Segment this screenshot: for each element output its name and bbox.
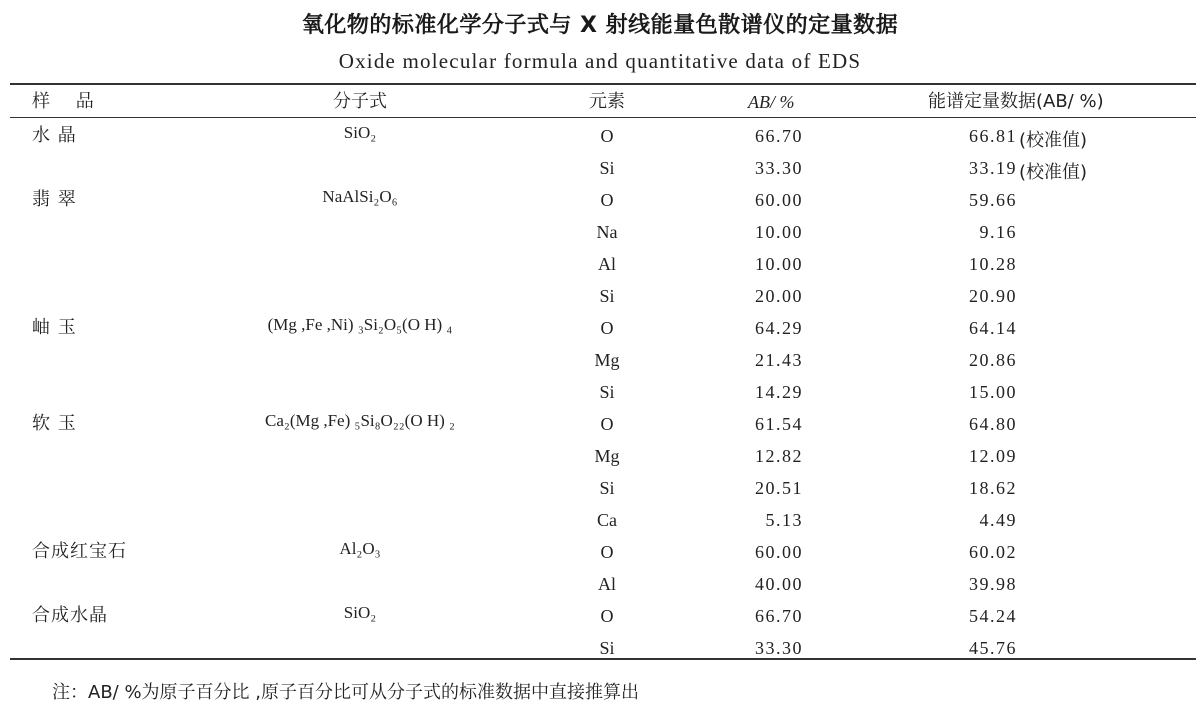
element-cell: O [600, 126, 614, 146]
atomic-percent-cell: 10.00 [755, 222, 803, 242]
molecular-formula: SiO₂ [343, 603, 377, 622]
sample-name: 翡 翠 [32, 189, 77, 210]
element-cell: Mg [594, 446, 620, 466]
atomic-percent-cell: 60.00 [755, 190, 803, 210]
element-cell: O [600, 542, 614, 562]
element-cell: Ca [597, 510, 617, 530]
eds-value-cell: 45.76 [969, 638, 1017, 658]
molecular-formula: SiO₂ [343, 123, 377, 142]
atomic-percent-cell: 10.00 [755, 254, 803, 274]
eds-value-cell: 20.86 [969, 350, 1017, 370]
eds-value-cell: 15.00 [969, 382, 1017, 402]
element-cell: Si [599, 638, 615, 658]
molecular-formula: NaAlSi₂O₆ [322, 187, 398, 206]
sample-name: 合成水晶 [32, 605, 108, 626]
atomic-percent-cell: 66.70 [755, 126, 803, 146]
eds-value-cell: 18.62 [969, 478, 1017, 498]
atomic-percent-cell: 66.70 [755, 606, 803, 626]
header-rule [10, 117, 1196, 118]
element-cell: Si [599, 382, 615, 402]
atomic-percent-cell: 12.82 [755, 446, 803, 466]
atomic-percent-cell: 40.00 [755, 574, 803, 594]
eds-value-cell: 10.28 [969, 254, 1017, 274]
eds-value-cell: 54.24 [969, 606, 1017, 626]
element-cell: Al [598, 254, 616, 274]
element-cell: O [600, 414, 614, 434]
sample-name: 水 晶 [32, 125, 77, 146]
eds-value-cell: 20.90 [969, 286, 1017, 306]
atomic-percent-cell: 64.29 [755, 318, 803, 338]
atomic-percent-cell: 21.43 [755, 350, 803, 370]
atomic-percent-cell: 33.30 [755, 638, 803, 658]
eds-value-cell: 39.98 [969, 574, 1017, 594]
molecular-formula: Al₂O₃ [339, 539, 381, 558]
element-cell: Mg [594, 350, 620, 370]
top-rule [10, 83, 1196, 85]
eds-value-cell: 9.16 [979, 222, 1017, 242]
eds-calibration-note: (校准值) [1019, 130, 1088, 151]
molecular-formula: Ca₂(Mg ,Fe) ₅Si₈O₂₂(O H) ₂ [265, 411, 455, 430]
atomic-percent-cell: 20.51 [755, 478, 803, 498]
eds-value-cell: 59.66 [969, 190, 1017, 210]
header-formula: 分子式 [333, 91, 387, 112]
atomic-percent-cell: 60.00 [755, 542, 803, 562]
eds-value-cell: 66.81 [969, 126, 1017, 146]
sample-name: 合成红宝石 [32, 541, 127, 562]
atomic-percent-cell: 14.29 [755, 382, 803, 402]
sample-name: 岫 玉 [32, 317, 77, 338]
eds-calibration-note: (校准值) [1019, 162, 1088, 183]
element-cell: Al [598, 574, 616, 594]
eds-value-cell: 4.49 [979, 510, 1017, 530]
element-cell: Si [599, 158, 615, 178]
eds-value-cell: 12.09 [969, 446, 1017, 466]
atomic-percent-cell: 20.00 [755, 286, 803, 306]
header-sample: 样 品 [32, 91, 104, 112]
header-element: 元素 [589, 91, 625, 112]
element-cell: Si [599, 478, 615, 498]
atomic-percent-cell: 33.30 [755, 158, 803, 178]
atomic-percent-cell: 5.13 [765, 510, 803, 530]
eds-value-cell: 60.02 [969, 542, 1017, 562]
eds-value-cell: 64.14 [969, 318, 1017, 338]
element-cell: O [600, 606, 614, 626]
header-eds-quant: 能谱定量数据(AB/ %) [928, 91, 1104, 112]
element-cell: O [600, 318, 614, 338]
table-title: 氧化物的标准化学分子式与 X 射线能量色散谱仪的定量数据 [301, 13, 899, 38]
bottom-rule [10, 658, 1196, 660]
table-footnote: 注：AB/ %为原子百分比 ,原子百分比可从分子式的标准数据中直接推算出 [52, 682, 639, 703]
table-subtitle: Oxide molecular formula and quantitative data of EDS [338, 49, 862, 73]
element-cell: O [600, 190, 614, 210]
molecular-formula: (Mg ,Fe ,Ni) ₃Si₂O₅(O H) ₄ [267, 315, 453, 334]
atomic-percent-cell: 61.54 [755, 414, 803, 434]
element-cell: Si [599, 286, 615, 306]
eds-value-cell: 33.19 [969, 158, 1017, 178]
header-atomic-percent: AB/ % [748, 92, 795, 112]
sample-name: 软 玉 [32, 413, 77, 434]
eds-value-cell: 64.80 [969, 414, 1017, 434]
element-cell: Na [596, 222, 618, 242]
